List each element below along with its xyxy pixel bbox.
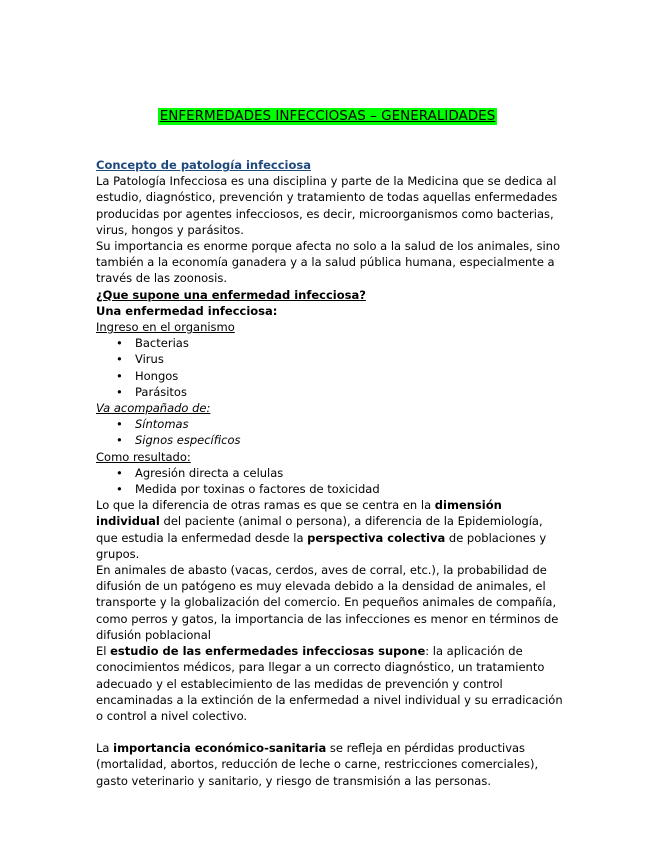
acompanado-label: Va acompañado de: [96,401,211,416]
document-body [96,157,566,789]
list-item: • Parásitos [96,384,566,400]
dimension-individual: dimensión individual [96,498,502,529]
supone-heading: ¿Que supone una enfermedad infecciosa? [96,287,366,302]
list-item: • Agresión directa a celulas [96,465,566,481]
supone-subheading: Una enfermedad infecciosa: [96,303,278,318]
concepto-paragraph-2: Su importancia es enorme porque afecta no solo a la salud de los animales, sino también a la economía ganadera y a la salud pública humana, especialmente a través de las zoonosis. [96,239,560,286]
ingreso-label: Ingreso en el organismo [96,320,235,335]
concepto-paragraph-1: La Patología Infecciosa es una disciplina y parte de la Medicina que se dedica al estudio, diagnóstico, prevención y tratamiento de todas aquellas enfermedades producidas por agentes infecciosos, es decir, microorganismos como bacterias, virus, hongos y parásitos. [96,174,558,237]
diferencia-paragraph [96,497,566,562]
concepto-heading: Concepto de patología infecciosa [96,158,311,172]
estudio-paragraph [96,643,566,724]
diferencia-text-c: del paciente (animal o persona), a diferencia de la Epidemiología, que estudia la enfermedad desde la [96,514,543,545]
spacer [96,724,566,740]
diferencia-text-a: Lo que la diferencia de otras ramas es que se centra en la [96,498,435,513]
list-item: • Hongos [96,368,566,384]
list-item: • Bacterias [96,335,566,351]
page-title: ENFERMEDADES INFECCIOSAS – GENERALIDADES [159,108,496,124]
resultado-list [96,465,566,497]
acompanado-list [96,416,566,448]
importancia-text-c: se refleja en pérdidas productivas (mortalidad, abortos, reducción de leche o carne, restricciones comerciales), gasto veterinario y sanitario, y riesgo de transmisión a las personas. [96,741,539,788]
list-item: • Signos específicos [96,432,566,448]
diferencia-text-e: de poblaciones y grupos. [96,530,547,561]
importancia-paragraph [96,740,566,789]
perspectiva-colectiva: perspectiva colectiva [307,530,446,545]
title-wrap [0,105,655,125]
importancia-text-a: La [96,741,114,756]
importancia-bold: importancia económico-sanitaria [113,741,327,756]
list-item: • Virus [96,351,566,367]
estudio-text-c: : la aplicación de conocimientos médicos, para llegar a un correcto diagnóstico, un tratamiento adecuado y el establecimiento de las medidas de prevención y control encaminadas a la extinción de la enfermedad a nivel individual y su erradicación o control a nivel colectivo. [96,644,563,723]
estudio-bold: estudio de las enfermedades infecciosas supone [110,644,426,659]
abasto-paragraph: En animales de abasto (vacas, cerdos, aves de corral, etc.), la probabilidad de difusión de un patógeno es muy elevada debido a la densidad de animales, el transporte y la globalización del comercio. En pequeños animales de compañía, como perros y gatos, la importancia de las infecciones es menor en términos de difusión poblacional [96,563,559,642]
resultado-label: Como resultado: [96,449,191,464]
ingreso-list [96,335,566,400]
estudio-text-a: El [96,644,111,659]
list-item: • Síntomas [96,416,566,432]
list-item: • Medida por toxinas o factores de toxicidad [96,481,566,497]
